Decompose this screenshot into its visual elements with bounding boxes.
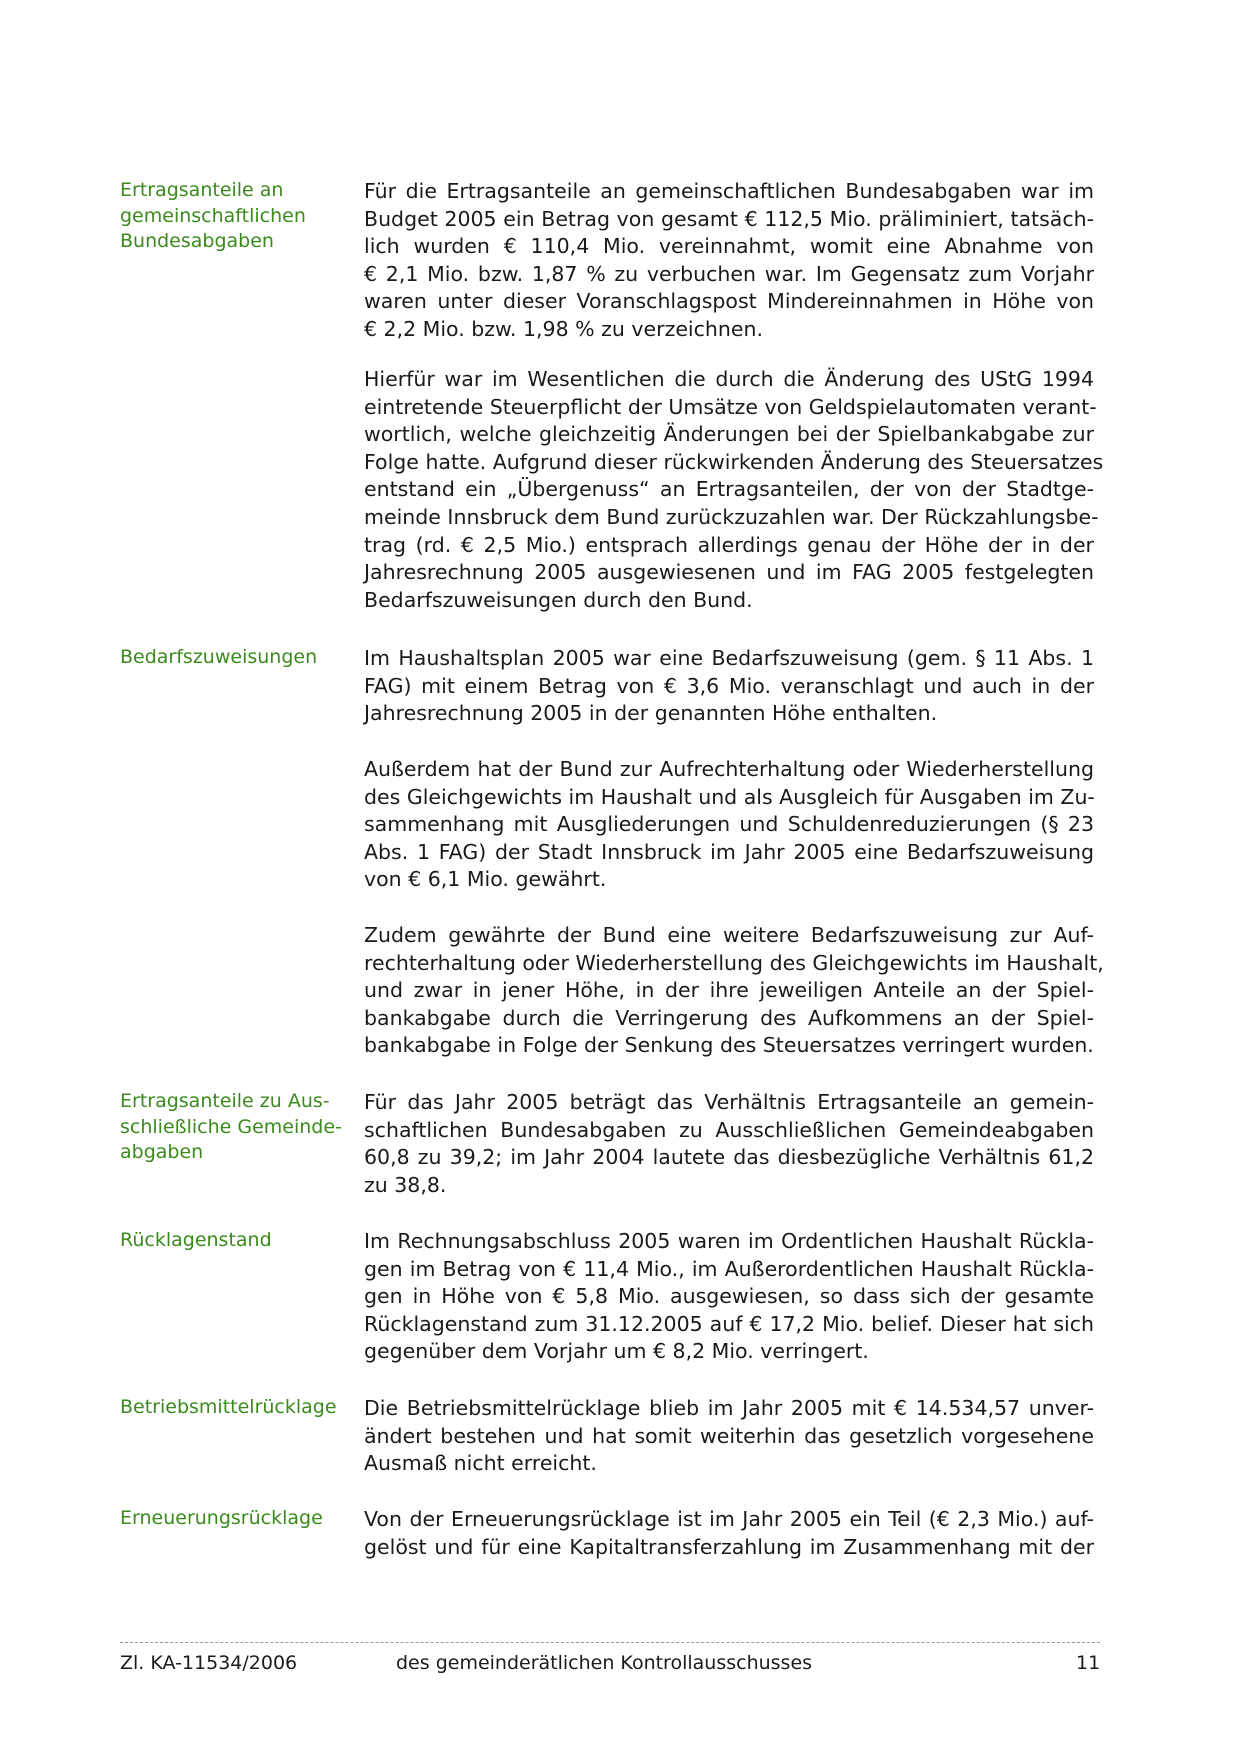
paragraph: Außerdem hat der Bund zur Aufrechterhaltung oder Wiederherstellung des Gleichgewichts im Haushalt und als Ausgleich für Ausgaben im Zu- sammenhang mit Ausgliederungen und Schuldenreduzierungen (§ 23 Abs. 1 FAG) der Stadt Innsbruck im Jahr 2005 eine Bedarfszuweisung von € 6,1 Mio. gewährt. bbox=[364, 757, 1095, 892]
footer-divider bbox=[120, 1642, 1100, 1643]
paragraph: Von der Erneuerungsrücklage ist im Jahr 2005 ein Teil (€ 2,3 Mio.) auf- gelöst und für eine Kapitaltransferzahlung im Zusammenhang mit der bbox=[364, 1507, 1094, 1559]
section-heading: Erneuerungsrücklage bbox=[120, 1507, 323, 1529]
paragraph: Im Haushaltsplan 2005 war eine Bedarfszuweisung (gem. § 11 Abs. 1 FAG) mit einem Betrag von € 3,6 Mio. veranschlagt und auch in der Jahresrechnung 2005 in der genannten Höhe enthalten. bbox=[364, 646, 1094, 726]
section-heading: Ertragsanteile zu Aus- schließliche Gemeinde- abgaben bbox=[120, 1090, 342, 1163]
paragraph: Die Betriebsmittelrücklage blieb im Jahr 2005 mit € 14.534,57 unver- ändert bestehen und hat somit weiterhin das gesetzlich vorgesehene Ausmaß nicht erreicht. bbox=[364, 1396, 1094, 1476]
footer-document-number: Zl. KA-11534/2006 bbox=[120, 1652, 298, 1674]
paragraph: Für die Ertragsanteile an gemeinschaftlichen Bundesabgaben war im Budget 2005 ein Betrag von gesamt € 112,5 Mio. präliminiert, tatsäch- lich wurden € 110,4 Mio. vereinnahmt, womit eine Abnahme von € 2,1 Mio. bzw. 1,87 % zu verbuchen war. Im Gegensatz zum Vorjahr waren unter dieser Voranschlagspost Mindereinnahmen in Höhe von € 2,2 Mio. bzw. 1,98 % zu verzeichnen. bbox=[364, 179, 1094, 341]
page-number: 11 bbox=[1076, 1652, 1101, 1674]
section-heading: Bedarfszuweisungen bbox=[120, 646, 318, 668]
paragraph: Zudem gewährte der Bund eine weitere Bedarfszuweisung zur Auf- rechterhaltung oder Wiederherstellung des Gleichgewichts im Haushalt, und zwar in jener Höhe, in der ihre jeweiligen Anteile an der Spiel- bankabgabe durch die Verringerung des Aufkommens an der Spiel- bankabgabe in Folge der Senkung des Steuersatzes verringert wurden. bbox=[364, 923, 1104, 1058]
section-heading: Betriebsmittelrücklage bbox=[120, 1396, 337, 1418]
paragraph: Im Rechnungsabschluss 2005 waren im Ordentlichen Haushalt Rückla- gen im Betrag von € 11,4 Mio., im Außerordentlichen Haushalt Rückla- gen in Höhe von € 5,8 Mio. ausgewiesen, so dass sich der gesamte Rücklagenstand zum 31.12.2005 auf € 17,2 Mio. belief. Dieser hat sich gegenüber dem Vorjahr um € 8,2 Mio. verringert. bbox=[364, 1229, 1094, 1364]
section-heading: Rücklagenstand bbox=[120, 1229, 272, 1251]
paragraph: Für das Jahr 2005 beträgt das Verhältnis Ertragsanteile an gemein- schaftlichen Bundesabgaben zu Ausschließlichen Gemeindeabgaben 60,8 zu 39,2; im Jahr 2004 lautete das diesbezügliche Verhältnis 61,2 zu 38,8. bbox=[364, 1090, 1094, 1197]
paragraph: Hierfür war im Wesentlichen die durch die Änderung des UStG 1994 eintretende Steuerpflicht der Umsätze von Geldspielautomaten verant- wortlich, welche gleichzeitig Änderungen bei der Spielbankabgabe zur Folge hatte. Aufgrund dieser rückwirkenden Änderung des Steuersatzes entstand ein „Übergenuss“ an Ertragsanteilen, der von der Stadtge- meinde Innsbruck dem Bund zurückzuzahlen war. Der Rückzahlungsbe- trag (rd. € 2,5 Mio.) entsprach allerdings genau der Höhe der in der Jahresrechnung 2005 ausgewiesenen und im FAG 2005 festgelegten Bedarfszuweisungen durch den Bund. bbox=[364, 367, 1104, 612]
section-heading: Ertragsanteile an gemeinschaftlichen Bundesabgaben bbox=[120, 179, 306, 252]
footer-committee: des gemeinderätlichen Kontrollausschusses bbox=[396, 1652, 813, 1674]
